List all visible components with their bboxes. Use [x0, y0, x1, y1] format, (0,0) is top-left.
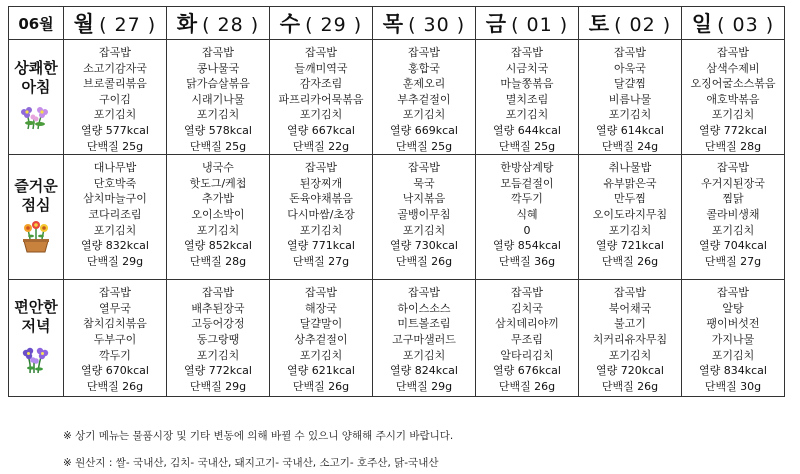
protein-text: 단백질 26g: [86, 379, 144, 393]
menu-item: 잡곡밥: [614, 46, 646, 59]
menu-item: 애호박볶음: [706, 92, 760, 106]
menu-item: 잡곡밥: [408, 46, 440, 59]
protein-text: 단백질 25g: [498, 139, 556, 153]
calorie-text: 열량 670kcal: [81, 364, 149, 378]
calorie-text: 열량 832kcal: [81, 239, 149, 253]
calorie-text: 열량 720kcal: [596, 364, 664, 378]
menu-cell-lunch-thu: [373, 155, 476, 280]
protein-text: 단백질 36g: [498, 254, 556, 268]
day-name: 일: [691, 12, 714, 36]
menu-item: 포기김치: [402, 108, 446, 122]
meal-row-dinner: [9, 280, 785, 397]
protein-text: 단백질 29g: [86, 254, 144, 268]
menu-item: 가지나물: [711, 332, 755, 346]
menu-item: 낙지볶음: [402, 192, 446, 206]
day-date: ( 30 ): [408, 14, 466, 36]
protein-text: 단백질 28g: [704, 139, 762, 153]
menu-cell-lunch-wed: [270, 155, 373, 280]
calorie-text: 열량 771kcal: [287, 239, 355, 253]
menu-item: 포기김치: [93, 108, 137, 122]
menu-item: 된장찌개: [299, 176, 343, 190]
menu-item: 멸치조림: [505, 92, 549, 106]
calorie-text: 열량 852kcal: [184, 239, 252, 253]
menu-item: 골뱅이무침: [397, 207, 451, 221]
protein-text: 단백질 30g: [704, 379, 762, 393]
calorie-text: 열량 621kcal: [287, 364, 355, 378]
protein-text: 단백질 26g: [395, 254, 453, 268]
menu-item: 미트볼조림: [397, 317, 451, 331]
menu-item: 부추겉절이: [397, 92, 451, 106]
menu-item: 코다리조림: [88, 207, 142, 221]
menu-item: 달걀찜: [614, 77, 646, 91]
menu-item: 잡곡밥: [717, 161, 749, 175]
protein-text: 단백질 25g: [189, 139, 247, 153]
menu-cell-breakfast-tue: [167, 40, 270, 155]
menu-item: 잡곡밥: [305, 286, 337, 300]
menu-item: 삼치데리야끼: [495, 317, 559, 331]
menu-item: 깍두기: [99, 348, 131, 362]
menu-item: 잡곡밥: [408, 286, 440, 300]
menu-item: 포기김치: [93, 223, 137, 237]
calorie-text: 열량 669kcal: [390, 123, 458, 137]
menu-item: 포기김치: [505, 108, 549, 122]
day-date: ( 29 ): [305, 14, 363, 36]
menu-item: 두부구이: [93, 332, 137, 346]
day-name: 화: [176, 12, 199, 36]
menu-item: 치커리유자무침: [592, 332, 668, 346]
menu-item: 식혜: [516, 207, 538, 221]
menu-item: 들깨미역국: [294, 61, 348, 75]
menu-item: 다시마쌈/초장: [287, 207, 355, 221]
menu-cell-dinner-mon: [64, 280, 167, 397]
menu-cell-breakfast-thu: [373, 40, 476, 155]
protein-text: 단백질 25g: [86, 139, 144, 153]
menu-item: 포기김치: [299, 108, 343, 122]
calorie-text: 열량 578kcal: [184, 123, 252, 137]
menu-cell-lunch-sat: [579, 155, 682, 280]
menu-item: 잡곡밥: [511, 46, 543, 59]
meal-label-lunch: [9, 155, 64, 280]
day-header-mon: [64, 7, 167, 40]
menu-item: 오이도라지무침: [592, 207, 668, 221]
calorie-text: 열량 721kcal: [596, 239, 664, 253]
protein-text: 단백질 24g: [601, 139, 659, 153]
menu-cell-dinner-sat: [579, 280, 682, 397]
menu-item: 잡곡밥: [717, 46, 749, 59]
header-row: [9, 7, 785, 40]
day-header-fri: [476, 7, 579, 40]
menu-item: 포기김치: [608, 223, 652, 237]
calorie-text: 열량 730kcal: [390, 239, 458, 253]
menu-item: 비름나물: [608, 92, 652, 106]
day-header-wed: [270, 7, 373, 40]
menu-item: 열무국: [99, 301, 131, 315]
menu-item: 고구마샐러드: [392, 332, 456, 346]
menu-item: 깍두기: [511, 192, 543, 206]
meal-label-dinner: [9, 280, 64, 397]
menu-item: 포기김치: [402, 348, 446, 362]
menu-cell-lunch-mon: [64, 155, 167, 280]
menu-item: 달걀말이: [299, 317, 343, 331]
menu-item: 해장국: [305, 301, 337, 315]
menu-item: 묵국: [413, 176, 435, 190]
menu-item: 포기김치: [711, 223, 755, 237]
menu-item: 김치국: [511, 301, 543, 315]
menu-item: 잡곡밥: [408, 161, 440, 175]
meal-title: 편안한 저녁: [14, 298, 58, 336]
menu-item: 취나물밥: [608, 161, 652, 175]
protein-text: 단백질 27g: [704, 254, 762, 268]
purple-flower-icon: [9, 101, 63, 135]
meal-menu-table: [8, 6, 785, 397]
menu-cell-breakfast-sat: [579, 40, 682, 155]
calorie-text: 열량 772kcal: [699, 123, 767, 137]
menu-item: 포기김치: [402, 223, 446, 237]
menu-item: 아욱국: [614, 61, 646, 75]
menu-cell-breakfast-wed: [270, 40, 373, 155]
day-date: ( 02 ): [614, 14, 672, 36]
menu-item: 마늘쫑볶음: [500, 77, 554, 91]
menu-cell-lunch-tue: [167, 155, 270, 280]
menu-item: 잡곡밥: [202, 46, 234, 59]
protein-text: 단백질 26g: [292, 379, 350, 393]
menu-item: 감자조림: [299, 77, 343, 91]
meal-label-breakfast: [9, 40, 64, 155]
menu-item: 포기김치: [608, 108, 652, 122]
menu-item: 하이스소스: [397, 301, 451, 315]
day-date: ( 28 ): [202, 14, 260, 36]
protein-text: 단백질 27g: [292, 254, 350, 268]
meal-row-breakfast: [9, 40, 785, 155]
menu-cell-breakfast-sun: [682, 40, 785, 155]
menu-cell-dinner-tue: [167, 280, 270, 397]
protein-text: 단백질 29g: [395, 379, 453, 393]
menu-item: 핫도그/케첩: [189, 176, 247, 190]
menu-item: 콜라비생채: [706, 207, 760, 221]
calorie-text: 열량 614kcal: [596, 123, 664, 137]
menu-item: 돈육야채볶음: [289, 192, 353, 206]
protein-text: 단백질 29g: [189, 379, 247, 393]
menu-item: 불고기: [614, 317, 646, 331]
menu-item: 포기김치: [711, 348, 755, 362]
calorie-text: 열량 834kcal: [699, 364, 767, 378]
menu-item: 포기김치: [711, 108, 755, 122]
calorie-text: 열량 667kcal: [287, 123, 355, 137]
menu-item: 잡곡밥: [202, 286, 234, 300]
calorie-text: 열량 854kcal: [493, 239, 561, 253]
menu-item: 잡곡밥: [305, 46, 337, 59]
menu-item: 삼치마늘구이: [83, 192, 147, 206]
menu-item: 오징어굴소스볶음: [690, 77, 776, 91]
menu-item: 잡곡밥: [305, 161, 337, 175]
menu-item: 찜닭: [722, 192, 744, 206]
menu-item: 브로콜리볶음: [83, 77, 147, 91]
menu-cell-breakfast-mon: [64, 40, 167, 155]
menu-item: 포기김치: [196, 108, 240, 122]
day-name: 수: [279, 12, 302, 36]
protein-text: 단백질 26g: [601, 254, 659, 268]
menu-item: 시래기나물: [191, 92, 245, 106]
menu-item: 잡곡밥: [99, 286, 131, 300]
protein-text: 단백질 28g: [189, 254, 247, 268]
calorie-text: 열량 704kcal: [699, 239, 767, 253]
protein-text: 단백질 26g: [601, 379, 659, 393]
menu-item: 북어채국: [608, 301, 652, 315]
menu-item: 포기김치: [196, 348, 240, 362]
menu-item: 잡곡밥: [99, 46, 131, 59]
meal-title: 상쾌한 아침: [14, 59, 58, 97]
menu-item: 잡곡밥: [717, 286, 749, 300]
menu-item: 알탕: [722, 301, 744, 315]
menu-item: 훈제오리: [402, 77, 446, 91]
protein-text: 단백질 22g: [292, 139, 350, 153]
calorie-text: 열량 644kcal: [493, 123, 561, 137]
day-date: ( 27 ): [99, 14, 157, 36]
day-name: 목: [382, 12, 405, 36]
menu-item: 잡곡밥: [614, 286, 646, 300]
origin-notice: ※ 원산지 : 쌀- 국내산, 김치- 국내산, 돼지고기- 국내산, 소고기- 호주산, 닭-국내산: [63, 457, 439, 469]
calorie-text: 열량 772kcal: [184, 364, 252, 378]
menu-item: 포기김치: [196, 223, 240, 237]
menu-item: 모듬겉절이: [500, 176, 554, 190]
menu-item: 콩나물국: [196, 61, 240, 75]
menu-cell-breakfast-fri: [476, 40, 579, 155]
menu-item: 추가밥: [202, 192, 234, 206]
month-label: 06월: [9, 7, 64, 40]
meal-title: 즐거운 점심: [14, 177, 58, 215]
day-name: 월: [73, 12, 96, 36]
menu-item: 만두찜: [614, 192, 646, 206]
menu-item: 닭가슴살볶음: [186, 77, 250, 91]
menu-item: 포기김치: [608, 348, 652, 362]
menu-item: 상추겉절이: [294, 332, 348, 346]
day-header-sun: [682, 7, 785, 40]
menu-item: 대나무밥: [93, 161, 137, 175]
menu-item: 고등어강정: [191, 317, 245, 331]
menu-item: 삼색수제비: [706, 61, 760, 75]
day-header-thu: [373, 7, 476, 40]
menu-item: 배추된장국: [191, 301, 245, 315]
menu-item: 오이소박이: [191, 207, 245, 221]
meal-row-lunch: [9, 155, 785, 280]
menu-cell-lunch-sun: [682, 155, 785, 280]
menu-item: 잡곡밥: [511, 286, 543, 300]
menu-cell-dinner-thu: [373, 280, 476, 397]
menu-cell-dinner-wed: [270, 280, 373, 397]
menu-cell-lunch-fri: [476, 155, 579, 280]
menu-item: 팽이버섯전: [706, 317, 760, 331]
menu-item: 알타리김치: [500, 348, 554, 362]
day-name: 토: [588, 12, 611, 36]
menu-item: 0: [523, 223, 531, 237]
menu-item: 유부맑은국: [603, 176, 657, 190]
menu-item: 동그랑땡: [196, 332, 240, 346]
menu-item: 한방삼계탕: [500, 161, 554, 175]
day-date: ( 03 ): [717, 14, 775, 36]
menu-item: 냉국수: [202, 161, 234, 175]
menu-item: 단호박죽: [93, 176, 137, 190]
menu-item: 시금치국: [505, 61, 549, 75]
day-date: ( 01 ): [511, 14, 569, 36]
menu-item: 홍합국: [408, 61, 440, 75]
day-name: 금: [485, 12, 508, 36]
menu-item: 참치김치볶음: [83, 317, 147, 331]
protein-text: 단백질 26g: [498, 379, 556, 393]
menu-item: 무조림: [511, 332, 543, 346]
menu-item: 포기김치: [299, 223, 343, 237]
menu-item: 파프리카어묵볶음: [278, 92, 364, 106]
menu-change-notice: ※ 상기 메뉴는 물품시장 및 기타 변동에 의해 바뀔 수 있으니 양해해 주시기 바랍니다.: [63, 430, 454, 442]
menu-item: 포기김치: [299, 348, 343, 362]
menu-cell-dinner-fri: [476, 280, 579, 397]
calorie-text: 열량 676kcal: [493, 364, 561, 378]
flower-pot-icon: [9, 219, 63, 257]
menu-item: 우거지된장국: [701, 176, 765, 190]
menu-item: 소고기감자국: [83, 61, 147, 75]
violet-flower-icon: [9, 340, 63, 378]
menu-item: 구이김: [99, 92, 131, 106]
menu-cell-dinner-sun: [682, 280, 785, 397]
day-header-sat: [579, 7, 682, 40]
calorie-text: 열량 577kcal: [81, 123, 149, 137]
calorie-text: 열량 824kcal: [390, 364, 458, 378]
day-header-tue: [167, 7, 270, 40]
protein-text: 단백질 25g: [395, 139, 453, 153]
